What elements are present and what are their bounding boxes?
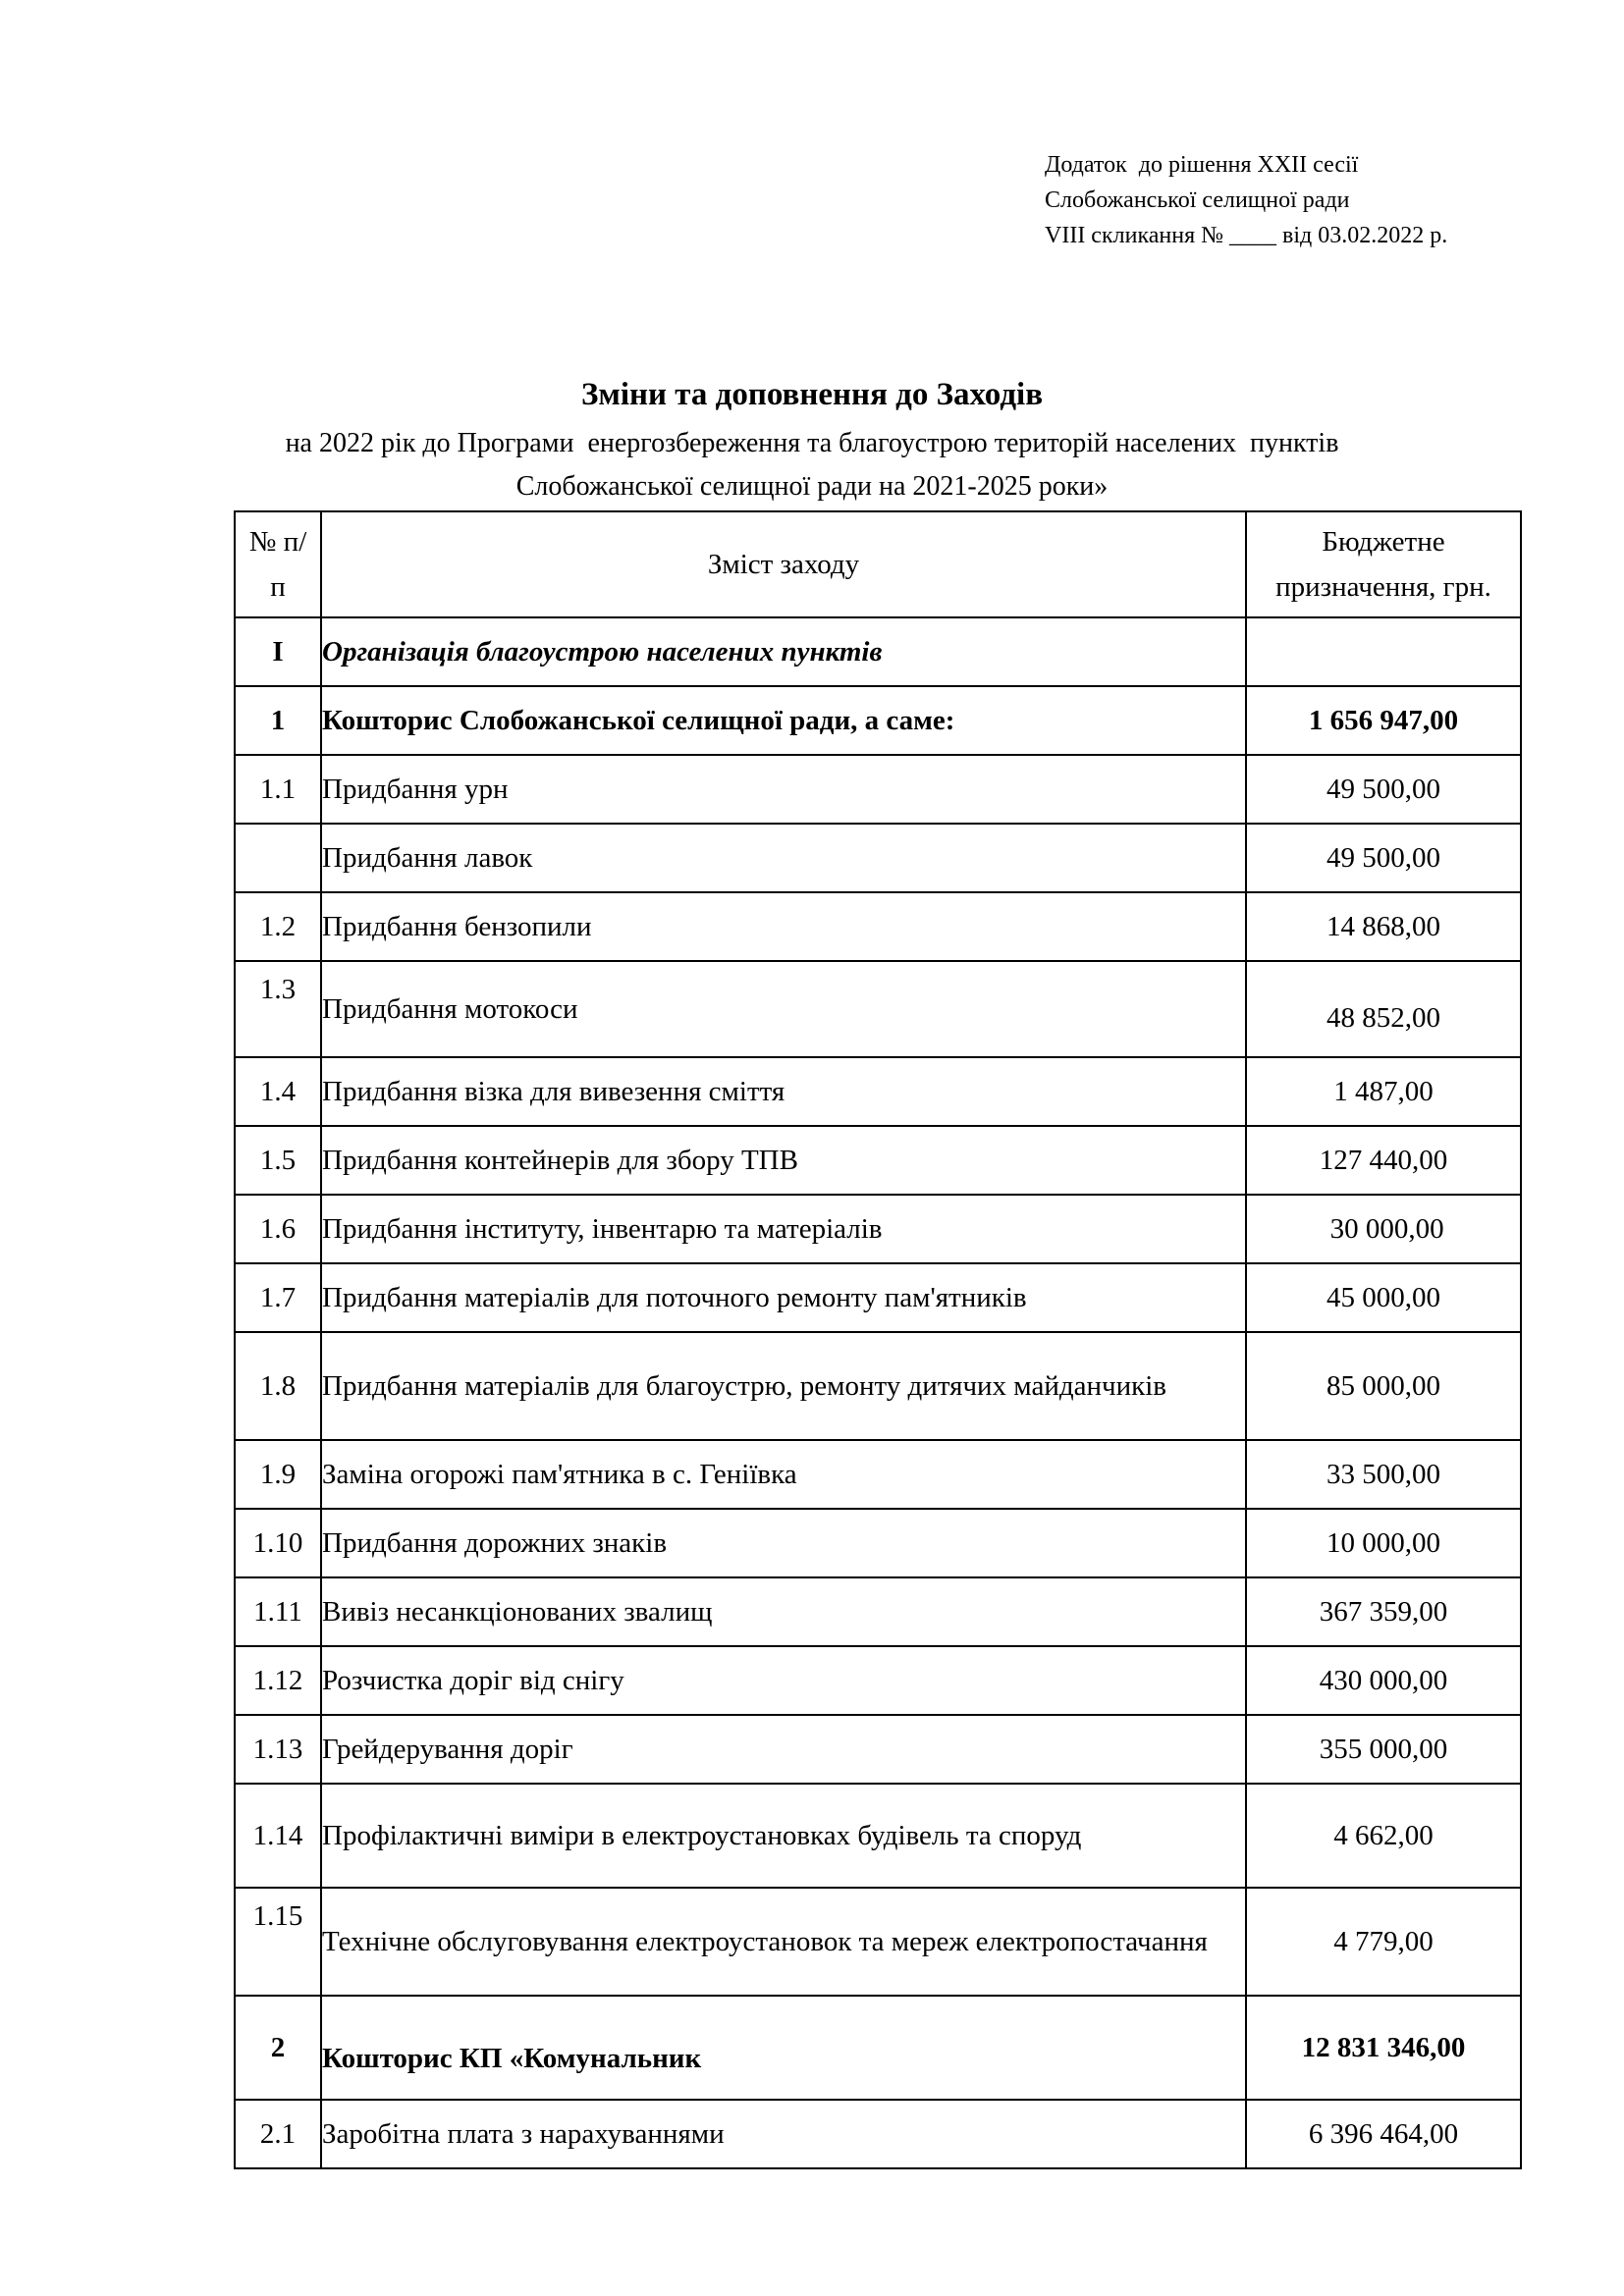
row-text: Вивіз несанкціонованих звалищ [321,1577,1246,1646]
header-amount: Бюджетне призначення, грн. [1246,511,1521,617]
document-title: Зміни та доповнення до Заходів [580,377,1044,412]
row-number: 1.14 [235,1784,321,1888]
table-row [235,2100,1521,2168]
document-subtitle [0,422,1624,508]
addendum-note [1045,147,1447,253]
row-amount: 6 396 464,00 [1246,2100,1521,2168]
row-amount: 14 868,00 [1246,892,1521,961]
table-row [235,1646,1521,1715]
row-text: Кошторис КП «Комунальник [321,1996,1246,2100]
row-number: 1.4 [235,1057,321,1126]
table-row [235,1440,1521,1509]
table-row [235,1888,1521,1996]
row-amount: 49 500,00 [1246,824,1521,892]
row-amount: 85 000,00 [1246,1332,1521,1440]
row-number: 1.11 [235,1577,321,1646]
row-number: 2 [235,1996,321,2100]
row-amount: 10 000,00 [1246,1509,1521,1577]
header-content: Зміст заходу [321,511,1246,617]
row-amount: 430 000,00 [1246,1646,1521,1715]
row-amount: 48 852,00 [1246,961,1521,1057]
table-header-row [235,511,1521,617]
table-row [235,1126,1521,1195]
row-amount: 1 656 947,00 [1246,686,1521,755]
row-number: 1.1 [235,755,321,824]
table-row [235,892,1521,961]
row-text: Придбання візка для вивезення сміття [321,1057,1246,1126]
row-text: Придбання матеріалів для благоустрю, ремонту дитячих майданчиків [321,1332,1246,1440]
table-row [235,1057,1521,1126]
row-number: 2.1 [235,2100,321,2168]
table-row [235,1784,1521,1888]
row-text: Заробітна плата з нарахуваннями [321,2100,1246,2168]
row-number: 1.3 [235,961,321,1057]
row-number: 1.13 [235,1715,321,1784]
row-text: Придбання мотокоси [321,961,1246,1057]
row-number [235,824,321,892]
row-amount: 33 500,00 [1246,1440,1521,1509]
row-text: Технічне обслуговування електроустановок та мереж електропостачання [321,1888,1246,1996]
row-amount: 367 359,00 [1246,1577,1521,1646]
row-amount: 12 831 346,00 [1246,1996,1521,2100]
row-amount: 1 487,00 [1246,1057,1521,1126]
row-number: 1.2 [235,892,321,961]
row-text: Профілактичні виміри в електроустановках будівель та споруд [321,1784,1246,1888]
subtitle-line-1: на 2022 рік до Програми енергозбереження та благоустрою територій населених пунктів [285,428,1339,458]
row-text: Придбання матеріалів для поточного ремонту пам'ятників [321,1263,1246,1332]
row-number: 1.12 [235,1646,321,1715]
table-row [235,1263,1521,1332]
row-amount: 127 440,00 [1246,1126,1521,1195]
row-number: 1.7 [235,1263,321,1332]
table-row [235,1715,1521,1784]
row-text: Придбання бензопили [321,892,1246,961]
row-number: 1.10 [235,1509,321,1577]
row-text: Організація благоустрою населених пунктів [321,617,1246,686]
addendum-line-3: VIII скликання № ____ від 03.02.2022 р. [1045,223,1448,248]
row-number: 1.5 [235,1126,321,1195]
table-row [235,1195,1521,1263]
table-row [235,1996,1521,2100]
row-amount [1246,617,1521,686]
table-row [235,617,1521,686]
row-text: Грейдерування доріг [321,1715,1246,1784]
header-number: № п/п [235,511,321,617]
row-amount: 4 662,00 [1246,1784,1521,1888]
row-text: Розчистка доріг від снігу [321,1646,1246,1715]
row-number: 1.8 [235,1332,321,1440]
row-text: Придбання інституту, інвентарю та матеріалів [321,1195,1246,1263]
addendum-line-1: Додаток до рішення XXII сесії [1045,152,1359,178]
row-text: Придбання контейнерів для збору ТПВ [321,1126,1246,1195]
table-row [235,755,1521,824]
row-text: Придбання урн [321,755,1246,824]
row-amount: 355 000,00 [1246,1715,1521,1784]
addendum-line-2: Слобожанської селищної ради [1045,187,1350,213]
table-row [235,686,1521,755]
table-row [235,1577,1521,1646]
measures-table [234,510,1522,2169]
table-row [235,1509,1521,1577]
subtitle-line-2: Слобожанської селищної ради на 2021-2025 роки» [515,471,1109,502]
table-row [235,824,1521,892]
row-number: 1 [235,686,321,755]
row-amount: 30 000,00 [1246,1195,1521,1263]
row-amount: 45 000,00 [1246,1263,1521,1332]
table-row [235,961,1521,1057]
row-number: I [235,617,321,686]
row-number: 1.9 [235,1440,321,1509]
row-amount: 4 779,00 [1246,1888,1521,1996]
row-number: 1.6 [235,1195,321,1263]
row-number: 1.15 [235,1888,321,1996]
row-text: Придбання дорожних знаків [321,1509,1246,1577]
table-row [235,1332,1521,1440]
row-text: Кошторис Слобожанської селищної ради, а саме: [321,686,1246,755]
row-text: Придбання лавок [321,824,1246,892]
row-amount: 49 500,00 [1246,755,1521,824]
row-text: Заміна огорожі пам'ятника в с. Геніївка [321,1440,1246,1509]
